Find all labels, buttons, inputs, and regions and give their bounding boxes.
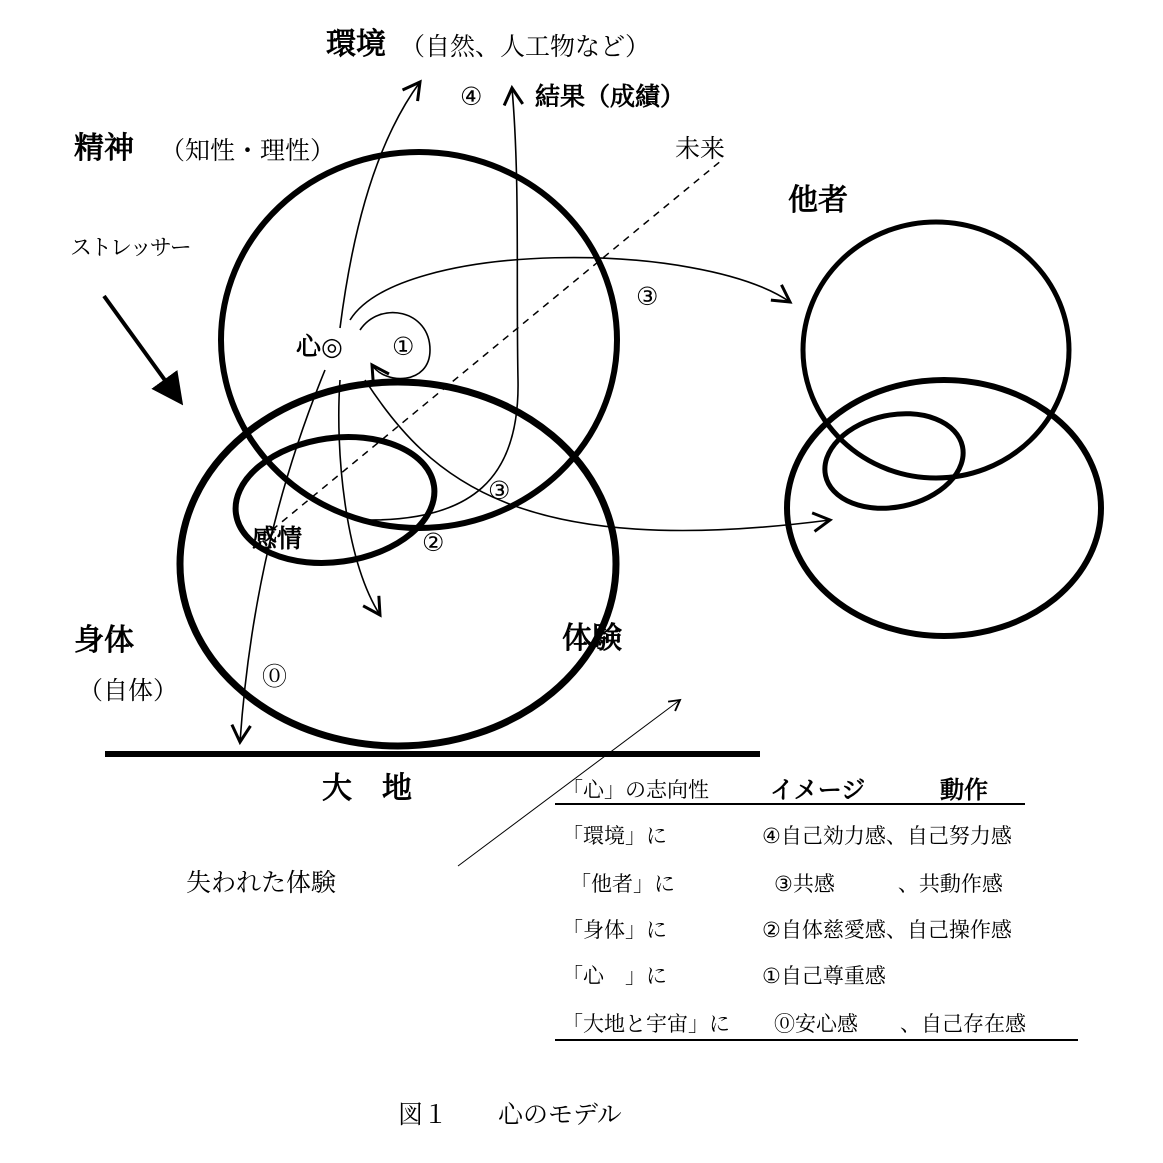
table-header-action: 動作 xyxy=(940,776,988,804)
row-feeling: ③共感 、共動作感 xyxy=(774,872,1003,896)
others-emotion-ellipse xyxy=(816,401,972,520)
lost-experience-label: 失われた体験 xyxy=(186,868,337,897)
body-note: （自体） xyxy=(78,676,179,705)
spirit-note: （知性・理性） xyxy=(160,136,336,165)
table-row xyxy=(562,920,1082,944)
table-row xyxy=(570,874,1090,898)
row-target: 「大地と宇宙」に xyxy=(562,1012,730,1036)
arrow-to-body xyxy=(339,380,380,615)
table-header-orientation: 「心」の志向性 xyxy=(562,778,709,802)
others-label: 他者 xyxy=(788,183,848,218)
circled-3-upper: ③ xyxy=(636,282,659,311)
figure-caption: 図１ 心のモデル xyxy=(398,1100,622,1129)
row-feeling: ①自己尊重感 xyxy=(762,964,886,988)
row-target: 「環境」に xyxy=(562,824,667,848)
environment-label: 環境 xyxy=(326,27,386,62)
arrow-to-environment xyxy=(340,82,420,328)
emotion-label: 感情 xyxy=(252,524,303,553)
table-row xyxy=(562,966,1082,990)
row-target: 「他者」に xyxy=(570,872,675,896)
result-label: 結果（成績） xyxy=(535,82,686,111)
result-number: ④ xyxy=(460,82,483,111)
body-circle xyxy=(180,382,616,746)
environment-note: （自然、人工物など） xyxy=(400,32,651,61)
table-header xyxy=(562,778,1042,804)
circled-3-lower: ③ xyxy=(488,476,511,505)
spirit-circle xyxy=(221,152,617,528)
row-feeling: ⓪安心感 、自己存在感 xyxy=(774,1012,1026,1036)
experience-label: 体験 xyxy=(562,621,622,656)
earth-label: 大 地 xyxy=(322,771,412,806)
row-target: 「心 」に xyxy=(562,964,667,988)
stressor-label: ストレッサー xyxy=(70,236,190,261)
circled-1: ① xyxy=(392,332,415,361)
heart-label: 心◎ xyxy=(296,332,343,361)
row-feeling: ④自己効力感、自己努力感 xyxy=(762,824,1012,848)
others-upper-circle xyxy=(803,222,1069,478)
future-label: 未来 xyxy=(675,134,726,163)
body-label: 身体 xyxy=(74,623,134,658)
spirit-label: 精神 xyxy=(74,131,134,166)
table-row xyxy=(562,826,1082,850)
arrow-to-others-upper xyxy=(350,258,790,320)
circled-0: ⓪ xyxy=(262,662,288,691)
row-target: 「身体」に xyxy=(562,918,667,942)
row-feeling: ②自体慈愛感、自己操作感 xyxy=(762,918,1012,942)
stressor-arrow xyxy=(104,296,180,401)
table-row xyxy=(562,1014,1082,1038)
arrow-to-others-lower xyxy=(365,380,830,531)
others-lower-circle xyxy=(787,380,1101,636)
table-header-image: イメージ xyxy=(770,776,866,804)
circled-2: ② xyxy=(422,528,445,557)
